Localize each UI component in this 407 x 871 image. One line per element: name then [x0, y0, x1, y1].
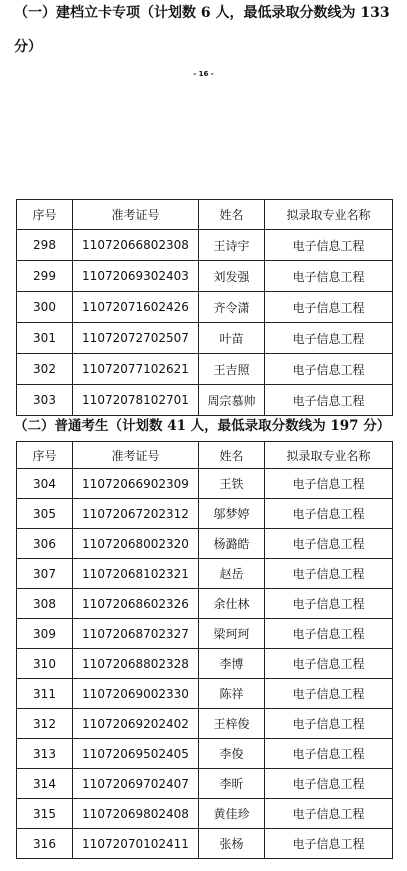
cell-major: 电子信息工程: [265, 230, 393, 261]
table-row: [17, 354, 393, 385]
table-row: [17, 385, 393, 416]
cell-exam-id: 11072071602426: [73, 292, 199, 323]
cell-major: 电子信息工程: [265, 354, 393, 385]
cell-seq: 305: [17, 499, 73, 529]
cell-major: 电子信息工程: [265, 292, 393, 323]
header-seq: 序号: [17, 200, 73, 230]
cell-exam-id: 11072068702327: [73, 619, 199, 649]
cell-exam-id: 11072077102621: [73, 354, 199, 385]
cell-exam-id: 11072066802308: [73, 230, 199, 261]
cell-exam-id: 11072069702407: [73, 769, 199, 799]
header-seq: 序号: [17, 442, 73, 469]
cell-seq: 299: [17, 261, 73, 292]
header-name: 姓名: [199, 200, 265, 230]
table-row: [17, 739, 393, 769]
header-major: 拟录取专业名称: [265, 442, 393, 469]
cell-major: 电子信息工程: [265, 385, 393, 416]
cell-seq: 311: [17, 679, 73, 709]
cell-name: 陈祥: [199, 679, 265, 709]
cell-exam-id: 11072069302403: [73, 261, 199, 292]
cell-name: 齐令潇: [199, 292, 265, 323]
section2-title: （二）普通考生（计划数 41 人，最低录取分数线为 197 分）: [14, 418, 391, 434]
cell-seq: 307: [17, 559, 73, 589]
table-header-row: [17, 200, 393, 230]
cell-seq: 300: [17, 292, 73, 323]
section1-title: （一）建档立卡专项（计划数 6 人，最低录取分数线为 133: [14, 5, 390, 21]
cell-name: 刘发强: [199, 261, 265, 292]
section2-table: [16, 441, 393, 859]
header-exam-id: 准考证号: [73, 200, 199, 230]
cell-exam-id: 11072066902309: [73, 469, 199, 499]
cell-name: 王吉照: [199, 354, 265, 385]
cell-major: 电子信息工程: [265, 709, 393, 739]
section1-title-continued: 分）: [14, 39, 42, 55]
cell-name: 张杨: [199, 829, 265, 859]
cell-name: 周宗慕帅: [199, 385, 265, 416]
table-row: [17, 529, 393, 559]
cell-major: 电子信息工程: [265, 589, 393, 619]
table-row: [17, 799, 393, 829]
table-row: [17, 679, 393, 709]
cell-major: 电子信息工程: [265, 529, 393, 559]
cell-seq: 313: [17, 739, 73, 769]
table-row: [17, 230, 393, 261]
cell-exam-id: 11072069502405: [73, 739, 199, 769]
cell-exam-id: 11072078102701: [73, 385, 199, 416]
cell-name: 黄佳珍: [199, 799, 265, 829]
cell-name: 王铁: [199, 469, 265, 499]
cell-name: 杨潞皓: [199, 529, 265, 559]
cell-exam-id: 11072068102321: [73, 559, 199, 589]
table-row: [17, 323, 393, 354]
header-name: 姓名: [199, 442, 265, 469]
cell-major: 电子信息工程: [265, 739, 393, 769]
cell-name: 邬梦婷: [199, 499, 265, 529]
cell-exam-id: 11072068802328: [73, 649, 199, 679]
section1-table: [16, 199, 393, 416]
table-row: [17, 589, 393, 619]
cell-name: 李俊: [199, 739, 265, 769]
cell-seq: 301: [17, 323, 73, 354]
cell-name: 王梓俊: [199, 709, 265, 739]
cell-name: 李昕: [199, 769, 265, 799]
cell-seq: 303: [17, 385, 73, 416]
cell-major: 电子信息工程: [265, 679, 393, 709]
cell-major: 电子信息工程: [265, 261, 393, 292]
table-row: [17, 769, 393, 799]
cell-major: 电子信息工程: [265, 829, 393, 859]
cell-major: 电子信息工程: [265, 323, 393, 354]
table-row: [17, 709, 393, 739]
cell-seq: 309: [17, 619, 73, 649]
cell-exam-id: 11072068002320: [73, 529, 199, 559]
cell-name: 李博: [199, 649, 265, 679]
table-row: [17, 261, 393, 292]
cell-seq: 314: [17, 769, 73, 799]
cell-major: 电子信息工程: [265, 469, 393, 499]
cell-seq: 308: [17, 589, 73, 619]
cell-name: 余仕林: [199, 589, 265, 619]
table-header-row: [17, 442, 393, 469]
table-row: [17, 469, 393, 499]
cell-seq: 310: [17, 649, 73, 679]
cell-seq: 304: [17, 469, 73, 499]
cell-name: 赵岳: [199, 559, 265, 589]
cell-exam-id: 11072070102411: [73, 829, 199, 859]
cell-exam-id: 11072069802408: [73, 799, 199, 829]
cell-exam-id: 11072067202312: [73, 499, 199, 529]
cell-exam-id: 11072069202402: [73, 709, 199, 739]
table-row: [17, 619, 393, 649]
cell-seq: 298: [17, 230, 73, 261]
header-major: 拟录取专业名称: [265, 200, 393, 230]
cell-seq: 312: [17, 709, 73, 739]
cell-name: 叶苗: [199, 323, 265, 354]
cell-name: 梁珂珂: [199, 619, 265, 649]
table-row: [17, 292, 393, 323]
cell-seq: 306: [17, 529, 73, 559]
cell-major: 电子信息工程: [265, 499, 393, 529]
cell-exam-id: 11072069002330: [73, 679, 199, 709]
cell-seq: 315: [17, 799, 73, 829]
cell-exam-id: 11072068602326: [73, 589, 199, 619]
table-row: [17, 829, 393, 859]
cell-major: 电子信息工程: [265, 799, 393, 829]
cell-major: 电子信息工程: [265, 649, 393, 679]
table-row: [17, 499, 393, 529]
cell-major: 电子信息工程: [265, 559, 393, 589]
cell-exam-id: 11072072702507: [73, 323, 199, 354]
cell-major: 电子信息工程: [265, 619, 393, 649]
table-row: [17, 559, 393, 589]
cell-major: 电子信息工程: [265, 769, 393, 799]
cell-seq: 316: [17, 829, 73, 859]
page-number: - 16 -: [193, 70, 214, 78]
header-exam-id: 准考证号: [73, 442, 199, 469]
cell-name: 王诗宇: [199, 230, 265, 261]
cell-seq: 302: [17, 354, 73, 385]
table-row: [17, 649, 393, 679]
